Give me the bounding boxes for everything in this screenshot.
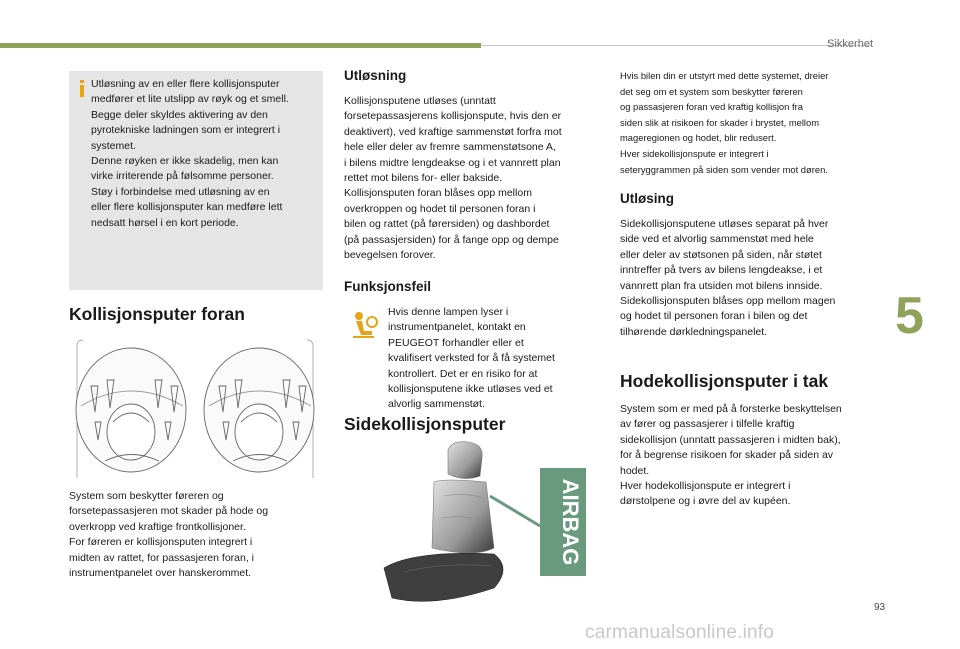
side-deployment-text: Sidekollisjonsputene utløses separat på hver side ved et alvorlig sammenstøt med hele eller deler av støtsonen på siden, når støtet inntreffer på tvers av bilens lengdeakse, i et vannrett plan fra utsiden mot bilens innside. Sidekollisjonsputen blåses opp mellom magen og hodet til personen foran i bilen og det tilhørende dørkledningspanelet. [620, 218, 836, 338]
front-airbags-title: Kollisjonsputer foran [69, 304, 245, 324]
page-number: 93 [874, 602, 886, 613]
deployment-text: Kollisjonsputene utløses (unntatt forsetepassasjerens kollisjonspute, hvis den er deaktivert), ved kraftige sammenstøt forfra mot hele eller deler av fremre sammenstøtsone A, i bilens midtre lengdeakse og i et vannrett plan rettet mot bilens for- eller bakside. Kollisjonsputen foran blåses opp mellom overkroppen og hodet til personen foran i bilen og rattet (på førersiden) og dashbordet (på passasjersiden) for å fange opp og dempe bevegelsen forover. [344, 95, 562, 262]
deployment-title: Utløsning [344, 68, 407, 83]
malfunction-text: Hvis denne lampen lyser i instrumentpanelet, kontakt en PEUGEOT forhandler eller et kvalifisert verksted for å få systemet kontrollert. Det er en risiko for at kollisjonsputene ikke utløses ved et alvorlig sammenstøt. [388, 306, 555, 411]
watermark: carmanualsonline.info [585, 622, 775, 643]
header-thin-rule [481, 45, 871, 46]
side-airbag-seat-illustration [344, 438, 594, 610]
front-airbags-text: System som beskytter føreren og forsetepassasjeren mot skader på hode og overkropp ved kraftige frontkollisjoner. For føreren er kollisjonsputen integrert i midten av rattet, for passasjeren foran, i instrumentpanelet over hanskerommet. [69, 490, 269, 580]
side-deployment-title: Utløsing [620, 191, 674, 206]
front-airbags-illustration [69, 336, 321, 478]
header-accent-rule [0, 43, 481, 48]
side-airbags-intro: Hvis bilen din er utstyrt med dette systemet, dreier det seg om et system som beskytter føreren og passasjeren foran ved kraftig kollisjon fra siden slik at risikoen for skader i brystet, mellom mageregionen og hodet, blir redusert. Hver sidekollisjonspute er integrert i seteryggrammen på siden som vender mot døren. [620, 70, 829, 175]
airbag-badge-text: AIRBAG [558, 478, 583, 566]
chapter-number: 5 [895, 287, 924, 345]
side-airbags-title: Sidekollisjonsputer [344, 414, 506, 434]
info-box-text: Utløsning av en eller flere kollisjonsputer medfører et lite utslipp av røyk og et smell. Begge deler skyldes aktivering av den pyrotekniske ladningen som er integrert i systemet. Denne røyken er ikke skadelig, men kan virke irriterende på følsomme personer. Støy i forbindelse med utløsning av en eller flere kollisjonsputer kan medføre lett nedsatt hørsel i en kort periode. [91, 78, 289, 229]
info-icon [80, 80, 84, 97]
curtain-airbags-text: System som er med på å forsterke beskyttelsen av fører og passasjerer i tilfelle kraftig sidekollisjon (unntatt passasjeren i midten bak), for å begrense risikoen for skader på siden av hodet. Hver hodekollisjonspute er integrert i dørstolpene og i øvre del av kupéen. [620, 403, 842, 508]
malfunction-title: Funksjonsfeil [344, 279, 432, 294]
chapter-title: Sikkerhet [827, 38, 873, 50]
curtain-airbags-title: Hodekollisjonsputer i tak [620, 371, 829, 391]
airbag-warning-icon [350, 311, 378, 341]
